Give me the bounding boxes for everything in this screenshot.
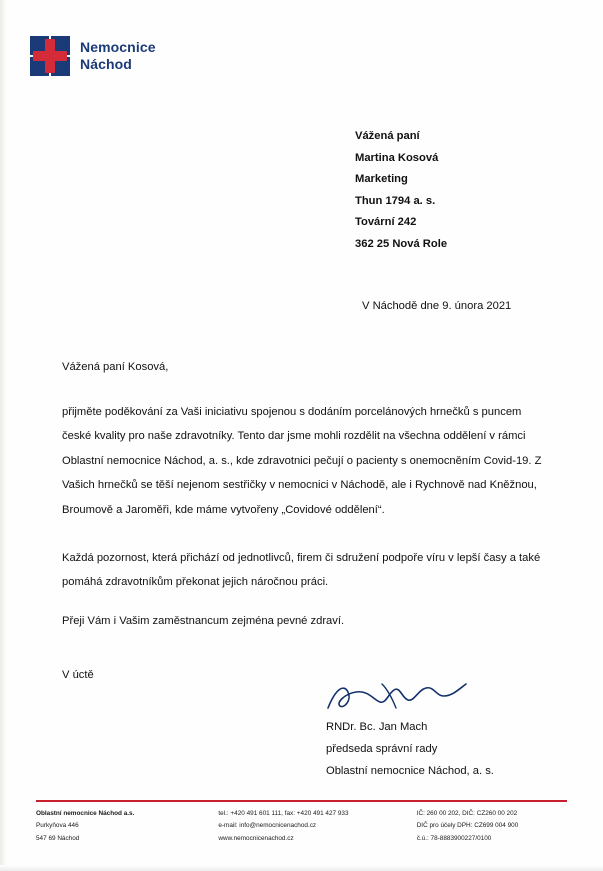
salutation: Vážená paní Kosová, [62,361,169,373]
footer-address-line-3: 547 69 Náchod [36,834,80,842]
organization-name-line2: Náchod [80,56,132,72]
recipient-line-4: Thun 1794 a. s. [355,194,436,207]
recipient-line-1: Vážená paní [355,130,420,142]
scan-edge-left [0,0,7,871]
footer-divider [36,800,567,802]
footer-column-contact [218,808,416,845]
signature-text [326,717,494,783]
footer-legal-line-3: č.ú.: 78-8883900227/0100 [416,834,492,842]
footer-legal-line-2: DIČ pro účely DPH: CZ699 004 900 [416,822,519,830]
footer-column-address [36,808,218,845]
sign-off: V úctě [62,669,94,681]
recipient-line-6: 362 25 Nová Role [355,237,448,250]
body-paragraph-1: přijměte poděkování za Vaši iniciativu spojenou s dodáním porcelánových hrnečků s puncem české kvality pro naše zdravotníky. Tento dar jsme mohli rozdělit na všechna oddělení v rámci Oblastní nemocnice Náchod, a. s., kde zdravotnici pečují o pacienty s onemocněním Covid-19. Z Vašich hrnečků se těší nejenom sestřičky v nemocnici v Náchodě, ale i Rychnově nad Kněžnou, Broumově a Jaroměři, kde máme vytvořeny „Covidové oddělení“. [62,406,542,516]
hospital-cross-logo-icon [30,36,70,76]
footer [36,808,567,845]
signatory-title: předseda správní rady [326,742,438,755]
footer-contact-line-1: tel.: +420 491 601 111, fax: +420 491 427 933 [218,810,349,817]
recipient-line-3: Marketing [355,173,408,185]
letterhead [30,36,156,76]
footer-contact-line-2: e-mail: info@nemocnicenachod.cz [218,822,317,830]
footer-column-legal [417,808,567,845]
handwritten-signature-icon [322,678,472,718]
signatory-organization: Oblastní nemocnice Náchod, a. s. [326,764,494,777]
footer-contact-line-3: www.nemocnicenachod.cz [218,834,294,842]
recipient-address [355,126,447,255]
recipient-line-5: Tovární 242 [355,216,417,228]
footer-address-line-2: Purkyňova 446 [36,822,79,830]
scan-edge-bottom [0,865,603,871]
body-paragraph-2: Každá pozornost, která přichází od jednotlivců, firem či sdružení podpoře víru v lepší časy a také pomáhá zdravotníkům překonat jejich náročnou práci. [62,552,541,589]
recipient-line-2: Martina Kosová [355,151,439,164]
footer-legal-line-1: IČ: 260 00 202, DIČ: CZ260 00 202 [416,810,518,817]
footer-address-line-1: Oblastní nemocnice Náchod a.s. [36,810,135,817]
place-and-date: V Náchodě dne 9. února 2021 [362,300,512,312]
organization-name [80,39,156,72]
body-paragraph-3: Přeji Vám i Vašim zaměstnancum zejména pevné zdraví. [62,615,345,627]
signatory-name: RNDr. Bc. Jan Mach [326,721,428,733]
organization-name-line1: Nemocnice [80,39,156,56]
